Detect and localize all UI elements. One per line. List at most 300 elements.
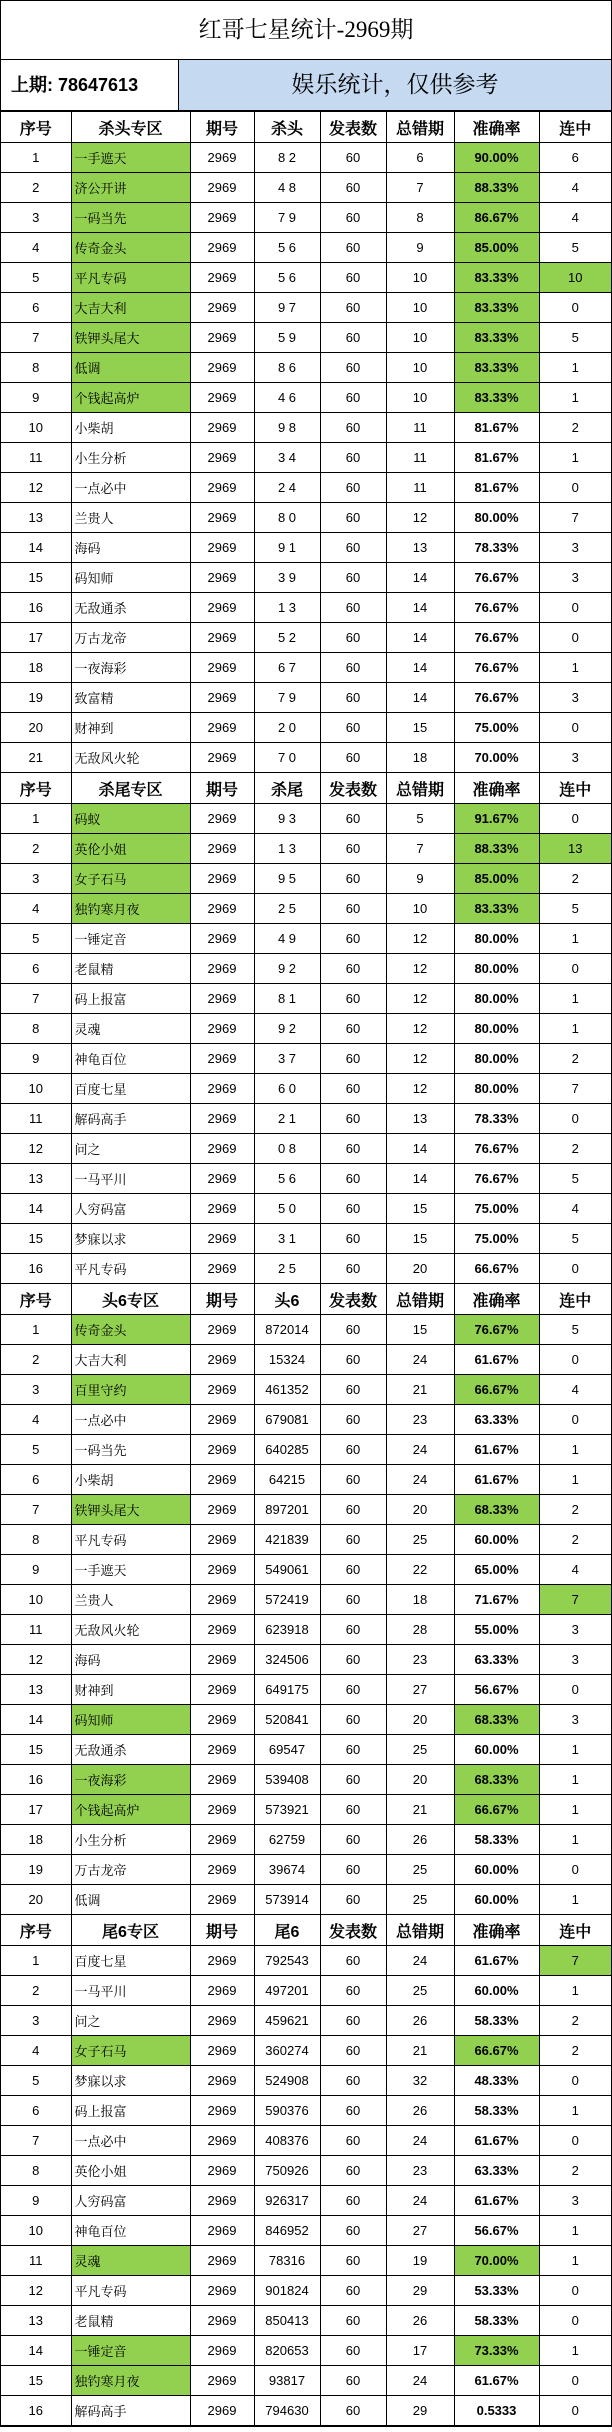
cell-index: 14 bbox=[1, 2336, 71, 2366]
section-header-row bbox=[1, 112, 611, 143]
cell-posted-count: 60 bbox=[320, 2306, 386, 2336]
cell-win-streak: 5 bbox=[539, 233, 611, 263]
cell-draw-number: 2969 bbox=[190, 954, 254, 984]
cell-index: 6 bbox=[1, 1465, 71, 1495]
cell-posted-count: 60 bbox=[320, 683, 386, 713]
cell-draw-number: 2969 bbox=[190, 2336, 254, 2366]
cell-accuracy: 76.67% bbox=[454, 1134, 539, 1164]
cell-accuracy: 75.00% bbox=[454, 1224, 539, 1254]
cell-index: 9 bbox=[1, 2186, 71, 2216]
cell-accuracy: 85.00% bbox=[454, 864, 539, 894]
cell-posted-count: 60 bbox=[320, 263, 386, 293]
cell-expert-name: 低调 bbox=[71, 353, 190, 383]
cell-posted-count: 60 bbox=[320, 1645, 386, 1675]
column-header-draw-number: 期号 bbox=[190, 773, 254, 804]
column-header-total-misses: 总错期 bbox=[386, 773, 454, 804]
cell-win-streak: 1 bbox=[539, 1976, 611, 2006]
cell-expert-name: 问之 bbox=[71, 2006, 190, 2036]
section-header-row bbox=[1, 1284, 611, 1315]
cell-index: 2 bbox=[1, 1345, 71, 1375]
table-row bbox=[1, 2126, 611, 2156]
cell-index: 5 bbox=[1, 263, 71, 293]
cell-draw-number: 2969 bbox=[190, 2066, 254, 2096]
cell-accuracy: 58.33% bbox=[454, 2306, 539, 2336]
cell-draw-number: 2969 bbox=[190, 2096, 254, 2126]
cell-posted-count: 60 bbox=[320, 1585, 386, 1615]
cell-draw-number: 2969 bbox=[190, 1405, 254, 1435]
cell-draw-number: 2969 bbox=[190, 263, 254, 293]
cell-win-streak: 0 bbox=[539, 593, 611, 623]
previous-draw-label: 上期: 78647613 bbox=[1, 60, 179, 110]
cell-win-streak: 0 bbox=[539, 954, 611, 984]
table-row bbox=[1, 2366, 611, 2396]
cell-expert-name: 铁钾头尾大 bbox=[71, 323, 190, 353]
table-row bbox=[1, 353, 611, 383]
cell-win-streak: 1 bbox=[539, 353, 611, 383]
cell-index: 10 bbox=[1, 1074, 71, 1104]
column-header-win-streak: 连中 bbox=[539, 1284, 611, 1315]
table-row bbox=[1, 1465, 611, 1495]
cell-expert-name: 码知师 bbox=[71, 563, 190, 593]
column-header-index: 序号 bbox=[1, 1284, 71, 1315]
cell-accuracy: 58.33% bbox=[454, 1825, 539, 1855]
cell-win-streak: 1 bbox=[539, 924, 611, 954]
column-header-prediction: 杀头 bbox=[254, 112, 320, 143]
cell-accuracy: 61.67% bbox=[454, 1435, 539, 1465]
table-row bbox=[1, 1705, 611, 1735]
column-header-expert-name: 尾6专区 bbox=[71, 1915, 190, 1946]
cell-prediction: 524908 bbox=[254, 2066, 320, 2096]
cell-index: 10 bbox=[1, 413, 71, 443]
cell-index: 12 bbox=[1, 473, 71, 503]
cell-accuracy: 75.00% bbox=[454, 1194, 539, 1224]
cell-total-misses: 20 bbox=[386, 1495, 454, 1525]
cell-expert-name: 梦寐以求 bbox=[71, 1224, 190, 1254]
cell-index: 4 bbox=[1, 2036, 71, 2066]
cell-win-streak: 4 bbox=[539, 173, 611, 203]
cell-index: 15 bbox=[1, 2366, 71, 2396]
cell-total-misses: 12 bbox=[386, 503, 454, 533]
cell-posted-count: 60 bbox=[320, 743, 386, 773]
cell-win-streak: 2 bbox=[539, 2156, 611, 2186]
cell-prediction: 0 8 bbox=[254, 1134, 320, 1164]
cell-prediction: 459621 bbox=[254, 2006, 320, 2036]
cell-index: 5 bbox=[1, 924, 71, 954]
cell-accuracy: 60.00% bbox=[454, 1525, 539, 1555]
cell-total-misses: 15 bbox=[386, 1224, 454, 1254]
cell-prediction: 2 0 bbox=[254, 713, 320, 743]
cell-posted-count: 60 bbox=[320, 1765, 386, 1795]
cell-index: 2 bbox=[1, 173, 71, 203]
table-row bbox=[1, 2006, 611, 2036]
cell-draw-number: 2969 bbox=[190, 533, 254, 563]
cell-total-misses: 21 bbox=[386, 1375, 454, 1405]
cell-index: 5 bbox=[1, 1435, 71, 1465]
cell-expert-name: 万古龙帝 bbox=[71, 1855, 190, 1885]
cell-posted-count: 60 bbox=[320, 1435, 386, 1465]
table-row bbox=[1, 1946, 611, 1976]
cell-total-misses: 29 bbox=[386, 2396, 454, 2426]
cell-expert-name: 神龟百位 bbox=[71, 1044, 190, 1074]
cell-total-misses: 26 bbox=[386, 2306, 454, 2336]
cell-index: 16 bbox=[1, 1254, 71, 1284]
cell-prediction: 9 8 bbox=[254, 413, 320, 443]
cell-expert-name: 济公开讲 bbox=[71, 173, 190, 203]
cell-prediction: 846952 bbox=[254, 2216, 320, 2246]
table-row bbox=[1, 2186, 611, 2216]
cell-accuracy: 61.67% bbox=[454, 2126, 539, 2156]
cell-accuracy: 86.67% bbox=[454, 203, 539, 233]
table-row bbox=[1, 1435, 611, 1465]
cell-total-misses: 24 bbox=[386, 1345, 454, 1375]
cell-draw-number: 2969 bbox=[190, 143, 254, 173]
cell-draw-number: 2969 bbox=[190, 563, 254, 593]
cell-accuracy: 70.00% bbox=[454, 743, 539, 773]
column-header-win-streak: 连中 bbox=[539, 112, 611, 143]
table-row bbox=[1, 2336, 611, 2366]
table-row bbox=[1, 1315, 611, 1345]
cell-accuracy: 76.67% bbox=[454, 593, 539, 623]
cell-draw-number: 2969 bbox=[190, 1615, 254, 1645]
cell-index: 13 bbox=[1, 503, 71, 533]
column-header-draw-number: 期号 bbox=[190, 112, 254, 143]
cell-draw-number: 2969 bbox=[190, 984, 254, 1014]
cell-win-streak: 4 bbox=[539, 1555, 611, 1585]
cell-win-streak: 0 bbox=[539, 293, 611, 323]
cell-index: 4 bbox=[1, 1405, 71, 1435]
cell-prediction: 5 0 bbox=[254, 1194, 320, 1224]
cell-total-misses: 24 bbox=[386, 1435, 454, 1465]
cell-draw-number: 2969 bbox=[190, 864, 254, 894]
cell-expert-name: 传奇金头 bbox=[71, 233, 190, 263]
cell-posted-count: 60 bbox=[320, 1885, 386, 1915]
cell-posted-count: 60 bbox=[320, 1735, 386, 1765]
cell-total-misses: 6 bbox=[386, 143, 454, 173]
cell-draw-number: 2969 bbox=[190, 1164, 254, 1194]
table-row bbox=[1, 1825, 611, 1855]
cell-total-misses: 12 bbox=[386, 984, 454, 1014]
cell-accuracy: 80.00% bbox=[454, 1074, 539, 1104]
cell-win-streak: 4 bbox=[539, 1194, 611, 1224]
cell-draw-number: 2969 bbox=[190, 1044, 254, 1074]
cell-win-streak: 7 bbox=[539, 503, 611, 533]
cell-index: 4 bbox=[1, 233, 71, 263]
cell-draw-number: 2969 bbox=[190, 1134, 254, 1164]
cell-accuracy: 60.00% bbox=[454, 1855, 539, 1885]
table-row bbox=[1, 1194, 611, 1224]
cell-win-streak: 0 bbox=[539, 1254, 611, 1284]
cell-posted-count: 60 bbox=[320, 653, 386, 683]
cell-win-streak: 3 bbox=[539, 1705, 611, 1735]
column-header-win-streak: 连中 bbox=[539, 773, 611, 804]
cell-accuracy: 83.33% bbox=[454, 323, 539, 353]
cell-total-misses: 14 bbox=[386, 653, 454, 683]
cell-posted-count: 60 bbox=[320, 1375, 386, 1405]
cell-posted-count: 60 bbox=[320, 1615, 386, 1645]
table-row bbox=[1, 653, 611, 683]
cell-win-streak: 0 bbox=[539, 2306, 611, 2336]
table-row bbox=[1, 473, 611, 503]
cell-posted-count: 60 bbox=[320, 1345, 386, 1375]
cell-prediction: 590376 bbox=[254, 2096, 320, 2126]
table-row bbox=[1, 1014, 611, 1044]
cell-expert-name: 铁钾头尾大 bbox=[71, 1495, 190, 1525]
cell-prediction: 93817 bbox=[254, 2366, 320, 2396]
cell-win-streak: 0 bbox=[539, 713, 611, 743]
cell-accuracy: 66.67% bbox=[454, 1795, 539, 1825]
cell-accuracy: 61.67% bbox=[454, 1345, 539, 1375]
cell-expert-name: 女子石马 bbox=[71, 2036, 190, 2066]
cell-expert-name: 小生分析 bbox=[71, 443, 190, 473]
cell-posted-count: 60 bbox=[320, 1014, 386, 1044]
table-row bbox=[1, 563, 611, 593]
cell-accuracy: 80.00% bbox=[454, 954, 539, 984]
table-row bbox=[1, 1495, 611, 1525]
cell-expert-name: 解码高手 bbox=[71, 2396, 190, 2426]
cell-prediction: 679081 bbox=[254, 1405, 320, 1435]
cell-prediction: 3 7 bbox=[254, 1044, 320, 1074]
cell-win-streak: 1 bbox=[539, 984, 611, 1014]
cell-total-misses: 18 bbox=[386, 1585, 454, 1615]
cell-win-streak: 0 bbox=[539, 804, 611, 834]
cell-prediction: 324506 bbox=[254, 1645, 320, 1675]
cell-expert-name: 万古龙帝 bbox=[71, 623, 190, 653]
cell-index: 14 bbox=[1, 533, 71, 563]
cell-index: 6 bbox=[1, 954, 71, 984]
cell-posted-count: 60 bbox=[320, 2336, 386, 2366]
cell-win-streak: 0 bbox=[539, 1345, 611, 1375]
cell-accuracy: 88.33% bbox=[454, 173, 539, 203]
cell-posted-count: 60 bbox=[320, 1525, 386, 1555]
cell-accuracy: 76.67% bbox=[454, 1164, 539, 1194]
cell-accuracy: 55.00% bbox=[454, 1615, 539, 1645]
cell-win-streak: 0 bbox=[539, 2126, 611, 2156]
column-header-expert-name: 杀尾专区 bbox=[71, 773, 190, 804]
cell-draw-number: 2969 bbox=[190, 1315, 254, 1345]
cell-total-misses: 11 bbox=[386, 443, 454, 473]
cell-index: 18 bbox=[1, 653, 71, 683]
column-header-total-misses: 总错期 bbox=[386, 112, 454, 143]
cell-posted-count: 60 bbox=[320, 864, 386, 894]
cell-draw-number: 2969 bbox=[190, 1946, 254, 1976]
cell-accuracy: 76.67% bbox=[454, 653, 539, 683]
table-row bbox=[1, 263, 611, 293]
section-header-row bbox=[1, 773, 611, 804]
cell-accuracy: 78.33% bbox=[454, 1104, 539, 1134]
cell-draw-number: 2969 bbox=[190, 1825, 254, 1855]
cell-posted-count: 60 bbox=[320, 834, 386, 864]
cell-win-streak: 2 bbox=[539, 2006, 611, 2036]
table-row bbox=[1, 834, 611, 864]
cell-win-streak: 1 bbox=[539, 1465, 611, 1495]
cell-accuracy: 56.67% bbox=[454, 2216, 539, 2246]
cell-draw-number: 2969 bbox=[190, 1645, 254, 1675]
cell-accuracy: 65.00% bbox=[454, 1555, 539, 1585]
cell-index: 6 bbox=[1, 2096, 71, 2126]
cell-win-streak: 1 bbox=[539, 2336, 611, 2366]
column-header-posted-count: 发表数 bbox=[320, 112, 386, 143]
cell-win-streak: 0 bbox=[539, 623, 611, 653]
cell-index: 19 bbox=[1, 1855, 71, 1885]
cell-posted-count: 60 bbox=[320, 1164, 386, 1194]
table-row bbox=[1, 323, 611, 353]
table-row bbox=[1, 1104, 611, 1134]
column-header-index: 序号 bbox=[1, 1915, 71, 1946]
cell-win-streak: 1 bbox=[539, 653, 611, 683]
column-header-prediction: 尾6 bbox=[254, 1915, 320, 1946]
cell-win-streak: 3 bbox=[539, 743, 611, 773]
cell-prediction: 2 4 bbox=[254, 473, 320, 503]
cell-prediction: 792543 bbox=[254, 1946, 320, 1976]
cell-expert-name: 海码 bbox=[71, 1645, 190, 1675]
cell-win-streak: 1 bbox=[539, 1795, 611, 1825]
cell-draw-number: 2969 bbox=[190, 383, 254, 413]
cell-expert-name: 人穷码富 bbox=[71, 2186, 190, 2216]
cell-expert-name: 海码 bbox=[71, 533, 190, 563]
cell-posted-count: 60 bbox=[320, 2366, 386, 2396]
cell-total-misses: 13 bbox=[386, 1104, 454, 1134]
cell-accuracy: 60.00% bbox=[454, 1885, 539, 1915]
cell-total-misses: 25 bbox=[386, 1885, 454, 1915]
cell-win-streak: 3 bbox=[539, 1615, 611, 1645]
table-row bbox=[1, 1795, 611, 1825]
cell-expert-name: 低调 bbox=[71, 1885, 190, 1915]
cell-accuracy: 91.67% bbox=[454, 804, 539, 834]
cell-index: 7 bbox=[1, 2126, 71, 2156]
stats-table bbox=[1, 111, 611, 2426]
cell-index: 8 bbox=[1, 1014, 71, 1044]
cell-prediction: 3 1 bbox=[254, 1224, 320, 1254]
cell-prediction: 9 1 bbox=[254, 533, 320, 563]
table-row bbox=[1, 2156, 611, 2186]
cell-accuracy: 90.00% bbox=[454, 143, 539, 173]
cell-posted-count: 60 bbox=[320, 353, 386, 383]
cell-expert-name: 财神到 bbox=[71, 1675, 190, 1705]
table-row bbox=[1, 924, 611, 954]
cell-total-misses: 14 bbox=[386, 593, 454, 623]
cell-win-streak: 0 bbox=[539, 1405, 611, 1435]
cell-total-misses: 19 bbox=[386, 2246, 454, 2276]
cell-posted-count: 60 bbox=[320, 1074, 386, 1104]
cell-win-streak: 5 bbox=[539, 894, 611, 924]
cell-win-streak: 5 bbox=[539, 1224, 611, 1254]
cell-accuracy: 68.33% bbox=[454, 1495, 539, 1525]
cell-total-misses: 25 bbox=[386, 1735, 454, 1765]
cell-expert-name: 梦寐以求 bbox=[71, 2066, 190, 2096]
table-row bbox=[1, 623, 611, 653]
cell-index: 9 bbox=[1, 383, 71, 413]
cell-index: 11 bbox=[1, 1615, 71, 1645]
cell-expert-name: 一点必中 bbox=[71, 473, 190, 503]
cell-win-streak: 1 bbox=[539, 1014, 611, 1044]
cell-accuracy: 83.33% bbox=[454, 263, 539, 293]
cell-posted-count: 60 bbox=[320, 1405, 386, 1435]
column-header-draw-number: 期号 bbox=[190, 1284, 254, 1315]
cell-expert-name: 小柴胡 bbox=[71, 1465, 190, 1495]
cell-prediction: 408376 bbox=[254, 2126, 320, 2156]
table-row bbox=[1, 203, 611, 233]
table-row bbox=[1, 2036, 611, 2066]
cell-win-streak: 0 bbox=[539, 2276, 611, 2306]
cell-prediction: 5 6 bbox=[254, 1164, 320, 1194]
cell-index: 1 bbox=[1, 1946, 71, 1976]
cell-posted-count: 60 bbox=[320, 473, 386, 503]
table-row bbox=[1, 743, 611, 773]
cell-expert-name: 百度七星 bbox=[71, 1946, 190, 1976]
cell-total-misses: 12 bbox=[386, 924, 454, 954]
cell-prediction: 360274 bbox=[254, 2036, 320, 2066]
cell-prediction: 62759 bbox=[254, 1825, 320, 1855]
cell-prediction: 794630 bbox=[254, 2396, 320, 2426]
cell-win-streak: 2 bbox=[539, 864, 611, 894]
cell-index: 20 bbox=[1, 713, 71, 743]
cell-expert-name: 人穷码富 bbox=[71, 1194, 190, 1224]
cell-index: 2 bbox=[1, 834, 71, 864]
cell-accuracy: 58.33% bbox=[454, 2096, 539, 2126]
cell-index: 11 bbox=[1, 1104, 71, 1134]
cell-win-streak: 1 bbox=[539, 1885, 611, 1915]
cell-accuracy: 83.33% bbox=[454, 894, 539, 924]
cell-prediction: 78316 bbox=[254, 2246, 320, 2276]
cell-win-streak: 5 bbox=[539, 323, 611, 353]
cell-win-streak: 7 bbox=[539, 1946, 611, 1976]
cell-accuracy: 58.33% bbox=[454, 2006, 539, 2036]
cell-draw-number: 2969 bbox=[190, 1705, 254, 1735]
cell-total-misses: 12 bbox=[386, 1044, 454, 1074]
cell-posted-count: 60 bbox=[320, 623, 386, 653]
cell-total-misses: 15 bbox=[386, 1315, 454, 1345]
column-header-posted-count: 发表数 bbox=[320, 773, 386, 804]
cell-expert-name: 灵魂 bbox=[71, 1014, 190, 1044]
cell-prediction: 6 0 bbox=[254, 1074, 320, 1104]
column-header-accuracy: 准确率 bbox=[454, 112, 539, 143]
cell-index: 11 bbox=[1, 2246, 71, 2276]
table-row bbox=[1, 683, 611, 713]
cell-win-streak: 0 bbox=[539, 2066, 611, 2096]
cell-draw-number: 2969 bbox=[190, 1675, 254, 1705]
cell-index: 1 bbox=[1, 143, 71, 173]
cell-draw-number: 2969 bbox=[190, 743, 254, 773]
cell-accuracy: 80.00% bbox=[454, 1014, 539, 1044]
cell-draw-number: 2969 bbox=[190, 233, 254, 263]
cell-total-misses: 22 bbox=[386, 1555, 454, 1585]
cell-accuracy: 48.33% bbox=[454, 2066, 539, 2096]
cell-prediction: 39674 bbox=[254, 1855, 320, 1885]
cell-draw-number: 2969 bbox=[190, 443, 254, 473]
cell-prediction: 8 1 bbox=[254, 984, 320, 1014]
cell-prediction: 64215 bbox=[254, 1465, 320, 1495]
table-row bbox=[1, 713, 611, 743]
cell-draw-number: 2969 bbox=[190, 2036, 254, 2066]
column-header-posted-count: 发表数 bbox=[320, 1915, 386, 1946]
cell-prediction: 572419 bbox=[254, 1585, 320, 1615]
cell-total-misses: 5 bbox=[386, 804, 454, 834]
table-row bbox=[1, 2396, 611, 2426]
cell-draw-number: 2969 bbox=[190, 1074, 254, 1104]
cell-total-misses: 13 bbox=[386, 533, 454, 563]
cell-draw-number: 2969 bbox=[190, 2276, 254, 2306]
cell-index: 14 bbox=[1, 1705, 71, 1735]
cell-expert-name: 无敌通杀 bbox=[71, 1735, 190, 1765]
cell-prediction: 2 5 bbox=[254, 1254, 320, 1284]
table-row bbox=[1, 503, 611, 533]
cell-prediction: 1 3 bbox=[254, 834, 320, 864]
table-row bbox=[1, 1254, 611, 1284]
cell-total-misses: 24 bbox=[386, 2126, 454, 2156]
cell-total-misses: 12 bbox=[386, 1014, 454, 1044]
cell-posted-count: 60 bbox=[320, 203, 386, 233]
cell-accuracy: 78.33% bbox=[454, 533, 539, 563]
